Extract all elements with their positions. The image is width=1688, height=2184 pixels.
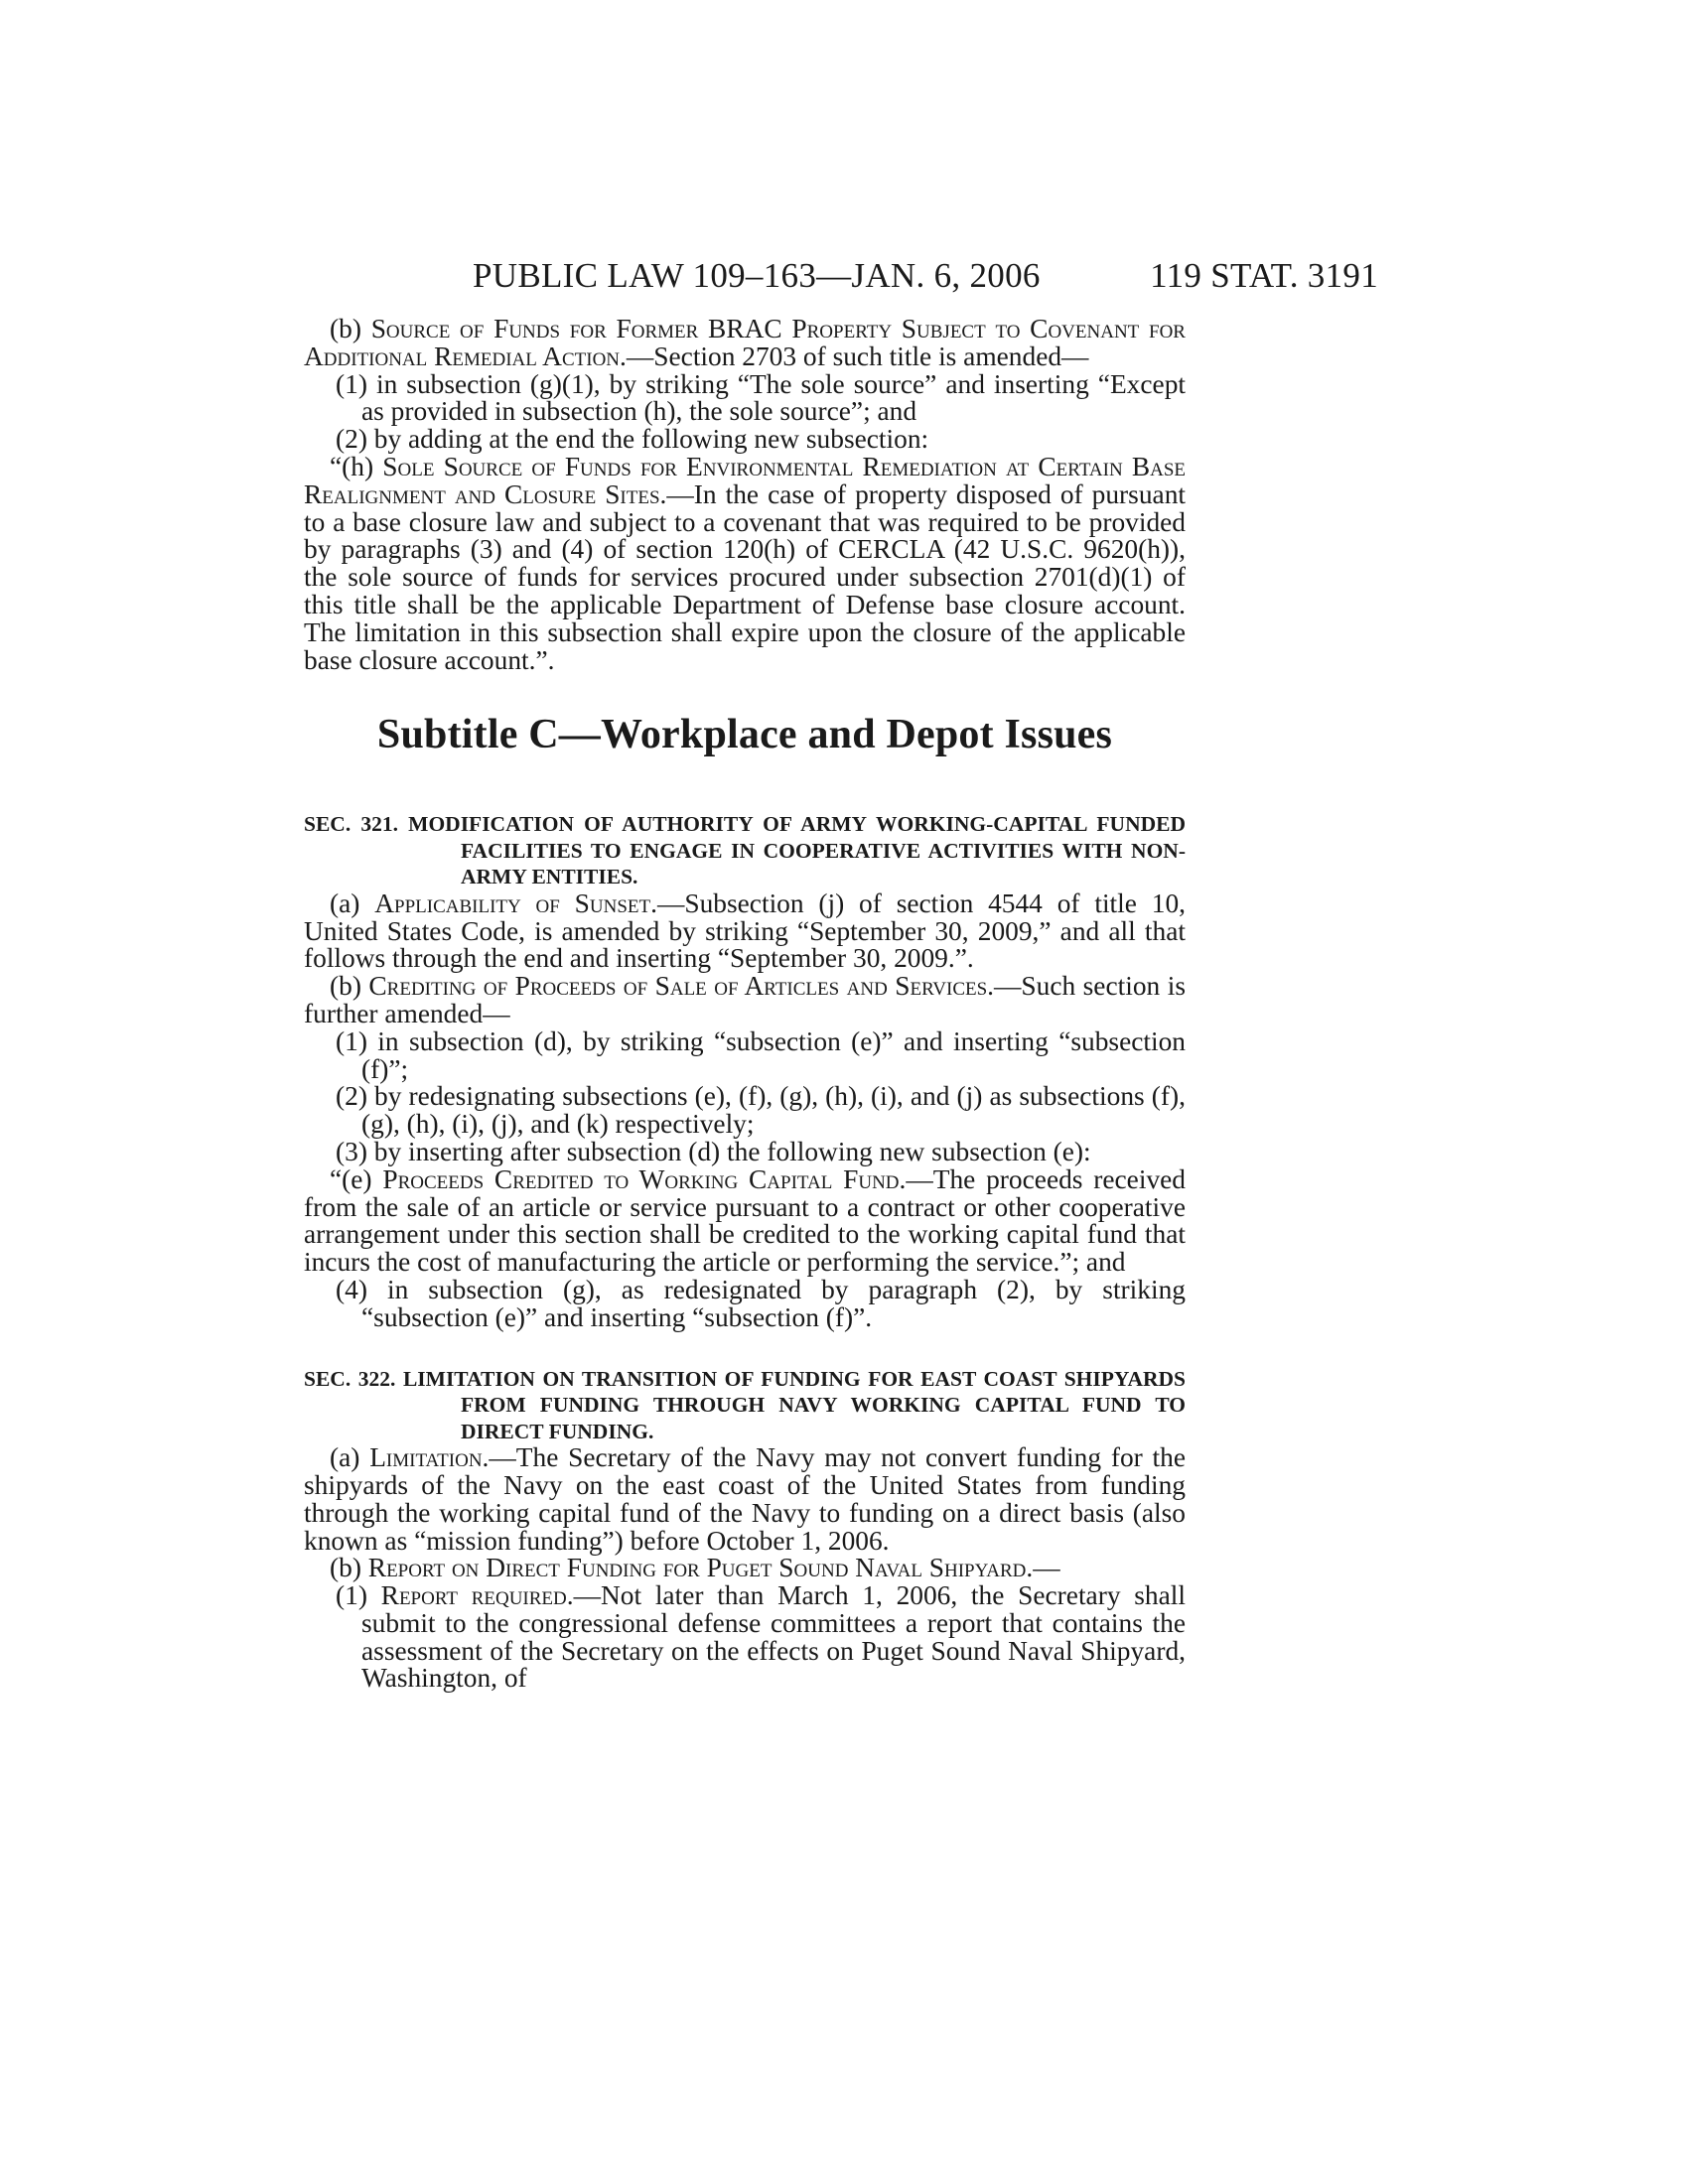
public-law-citation: PUBLIC LAW 109–163—JAN. 6, 2006 bbox=[473, 256, 1041, 295]
sec322-subsection-b: (b) Report on Direct Funding for Puget Sound Naval Shipyard.— bbox=[330, 1553, 1060, 1583]
section-321-heading: SEC. 321. MODIFICATION OF AUTHORITY OF ARMY WORKING-CAPITAL FUNDED FACILITIES TO ENGAGE IN COOPERATIVE ACTIVITIES WITH NON-ARMY ENTITIES. bbox=[304, 812, 1186, 889]
subsection-heading: Sole Source of Funds for Environmental Remediation at Certain Base Realignment and Closure Sites. bbox=[304, 451, 1186, 509]
running-head bbox=[304, 256, 1378, 296]
sec322-subsection-a: (a) Limitation.—The Secretary of the Navy may not convert funding for the shipyards of the Navy on the east coast of the United States from funding through the working capital fund of the Navy to funding on a direct basis (also known as “mission funding”) before October 1, 2006. bbox=[304, 1442, 1187, 1556]
sec321-paragraph-b-4: (4) in subsection (g), as redesignated by paragraph (2), by striking “subsection (e)” and inserting “subsection (f)”. bbox=[336, 1275, 1186, 1332]
sec322-paragraph-b-1: (1) Report required.—Not later than March 1, 2006, the Secretary shall submit to the congressional defense committees a report that contains the assessment of the Secretary on the effects on Puget Sound Naval Shipyard, Washington, of bbox=[336, 1580, 1186, 1694]
paragraph-b-2: (2) by adding at the end the following new subsection: bbox=[336, 424, 929, 455]
sec321-subsection-b: (b) Crediting of Proceeds of Sale of Articles and Services.—Such section is further amended— bbox=[304, 971, 1186, 1029]
document-body bbox=[304, 316, 1186, 1693]
subsection-b-source-of-funds: (b) Source of Funds for Former BRAC Property Subject to Covenant for Additional Remedial Action.—Section 2703 of such title is amended— bbox=[304, 314, 1186, 371]
subsection-heading: Limitation. bbox=[369, 1442, 490, 1473]
paragraph-b-1: (1) in subsection (g)(1), by striking “The sole source” and inserting “Except as provided in subsection (h), the sole source”; and bbox=[336, 368, 1186, 427]
subtitle-heading: Subtitle C—Workplace and Depot Issues bbox=[376, 712, 1113, 758]
statute-page-number: 119 STAT. 3191 bbox=[1150, 256, 1378, 295]
sec321-subsection-a: (a) Applicability of Sunset.—Subsection (j) of section 4544 of title 10, United States Code, is amended by striking “September 30, 2009,” and all that follows through the end and inserting “September 30, 2009.”. bbox=[304, 887, 1186, 974]
sec321-paragraph-b-3: (3) by inserting after subsection (d) the following new subsection (e): bbox=[336, 1137, 1091, 1167]
sec321-paragraph-b-2: (2) by redesignating subsections (e), (f), (g), (h), (i), and (j) as subsections (f), (g), (h), (i), (j), and (k) respectively; bbox=[336, 1081, 1186, 1140]
sec321-paragraph-b-1: (1) in subsection (d), by striking “subsection (e)” and inserting “subsection (f)”; bbox=[336, 1025, 1186, 1084]
new-subsection-h: “(h) Sole Source of Funds for Environmental Remediation at Certain Base Realignment and Closure Sites.—In the case of property disposed of pursuant to a base closure law and subject to a covenant that was required to be provided by paragraphs (3) and (4) of section 120(h) of CERCLA (42 U.S.C. 9620(h)), the sole source of funds for services procured under subsection 2701(d)(1) of this title shall be the applicable Department of Defense base closure account. The limitation in this subsection shall expire upon the closure of the applicable base closure account.”. bbox=[304, 451, 1186, 675]
paragraph-heading: Report required. bbox=[380, 1580, 574, 1611]
subsection-heading: Proceeds Credited to Working Capital Fund. bbox=[382, 1163, 907, 1194]
section-322-heading: SEC. 322. LIMITATION ON TRANSITION OF FUNDING FOR EAST COAST SHIPYARDS FROM FUNDING THROUGH NAVY WORKING CAPITAL FUND TO DIRECT FUNDING. bbox=[304, 1366, 1186, 1443]
sec321-new-subsection-e: “(e) Proceeds Credited to Working Capital Fund.—The proceeds received from the sale of an article or service pursuant to a contract or other cooperative arrangement under this section shall be credited to the working capital fund that incurs the cost of manufacturing the article or performing the service.”; and bbox=[304, 1163, 1186, 1278]
subsection-heading: Report on Direct Funding for Puget Sound Naval Shipyard. bbox=[367, 1553, 1034, 1583]
section-spacer bbox=[304, 1332, 1186, 1366]
subsection-heading: Crediting of Proceeds of Sale of Articles and Services. bbox=[368, 971, 995, 1002]
subsection-heading: Source of Funds for Former BRAC Property Subject to Covenant for Additional Remedial Action. bbox=[304, 314, 1186, 371]
subsection-heading: Applicability of Sunset. bbox=[374, 887, 657, 918]
